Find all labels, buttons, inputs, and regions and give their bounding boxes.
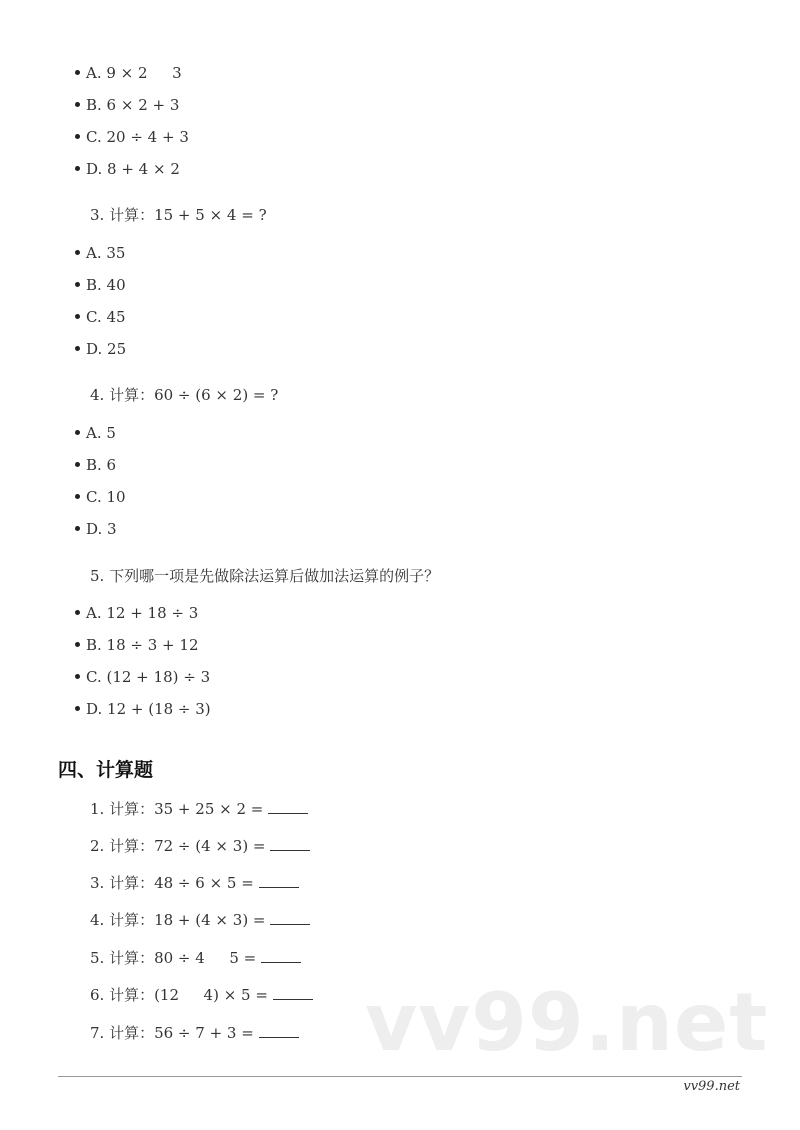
answer-blank[interactable]	[259, 1023, 299, 1038]
answer-blank[interactable]	[268, 799, 308, 814]
option-text: C. 10	[86, 488, 126, 506]
option-text: C. (12 + 18) ÷ 3	[86, 668, 211, 686]
calc-text: 3. 计算：48 ÷ 6 × 5 =	[90, 874, 259, 892]
option-text: A. 35	[86, 244, 126, 262]
q2-option-b	[75, 95, 179, 115]
q4-option-c	[75, 487, 126, 507]
q5-option-a	[75, 603, 198, 623]
calc-item-3	[90, 873, 299, 893]
bullet-icon	[75, 526, 80, 531]
calc-item-2	[90, 836, 310, 856]
bullet-icon	[75, 430, 80, 435]
section-title: 四、计算题	[58, 759, 154, 781]
option-text: D. 3	[86, 520, 117, 538]
option-text: A. 9 × 2 3	[86, 64, 182, 82]
bullet-icon	[75, 706, 80, 711]
option-text: B. 18 ÷ 3 + 12	[86, 636, 199, 654]
answer-blank[interactable]	[261, 948, 301, 963]
bullet-icon	[75, 314, 80, 319]
calc-item-1	[90, 799, 308, 819]
answer-blank[interactable]	[273, 985, 313, 1000]
option-text: C. 45	[86, 308, 126, 326]
q4-question: 4. 计算：60 ÷ (6 × 2) = ?	[90, 386, 279, 404]
q5-option-b	[75, 635, 199, 655]
answer-blank[interactable]	[259, 873, 299, 888]
watermark: vv99.net	[365, 976, 769, 1069]
answer-blank[interactable]	[270, 836, 310, 851]
option-text: A. 5	[86, 424, 116, 442]
bullet-icon	[75, 642, 80, 647]
q3-option-a	[75, 243, 125, 263]
calc-item-6	[90, 985, 313, 1005]
footer-site: vv99.net	[683, 1079, 740, 1094]
bullet-icon	[75, 166, 80, 171]
calc-text: 6. 计算：(12 4) × 5 =	[90, 986, 273, 1004]
bullet-icon	[75, 282, 80, 287]
calc-text: 2. 计算：72 ÷ (4 × 3) =	[90, 837, 271, 855]
bullet-icon	[75, 134, 80, 139]
option-text: B. 40	[86, 276, 126, 294]
option-text: B. 6	[86, 456, 117, 474]
q2-option-d	[75, 159, 180, 179]
bullet-icon	[75, 70, 80, 75]
q4-option-d	[75, 519, 117, 539]
option-text: C. 20 ÷ 4 + 3	[86, 128, 189, 146]
option-text: D. 12 + (18 ÷ 3)	[86, 700, 211, 718]
footer-divider	[58, 1076, 742, 1077]
answer-blank[interactable]	[270, 910, 310, 925]
q3-option-b	[75, 275, 126, 295]
option-text: D. 25	[86, 340, 127, 358]
q3-option-d	[75, 339, 126, 359]
calc-text: 1. 计算：35 + 25 × 2 =	[90, 800, 269, 818]
q2-option-a	[75, 63, 182, 83]
option-text: D. 8 + 4 × 2	[86, 160, 180, 178]
bullet-icon	[75, 494, 80, 499]
q4-option-b	[75, 455, 116, 475]
q2-option-c	[75, 127, 189, 147]
bullet-icon	[75, 462, 80, 467]
calc-item-7	[90, 1023, 299, 1043]
calc-item-5	[90, 948, 301, 968]
q5-question: 5. 下列哪一项是先做除法运算后做加法运算的例子？	[90, 567, 440, 585]
calc-text: 5. 计算：80 ÷ 4 5 =	[90, 949, 261, 967]
bullet-icon	[75, 346, 80, 351]
q5-option-c	[75, 667, 210, 687]
option-text: B. 6 × 2 + 3	[86, 96, 180, 114]
q4-option-a	[75, 423, 116, 443]
bullet-icon	[75, 610, 80, 615]
bullet-icon	[75, 102, 80, 107]
bullet-icon	[75, 674, 80, 679]
bullet-icon	[75, 250, 80, 255]
calc-text: 4. 计算：18 + (4 × 3) =	[90, 911, 271, 929]
option-text: A. 12 + 18 ÷ 3	[86, 604, 199, 622]
q3-question: 3. 计算：15 + 5 × 4 = ?	[90, 206, 267, 224]
q5-option-d	[75, 699, 211, 719]
q3-option-c	[75, 307, 126, 327]
calc-item-4	[90, 910, 310, 930]
calc-text: 7. 计算：56 ÷ 7 + 3 =	[90, 1024, 259, 1042]
